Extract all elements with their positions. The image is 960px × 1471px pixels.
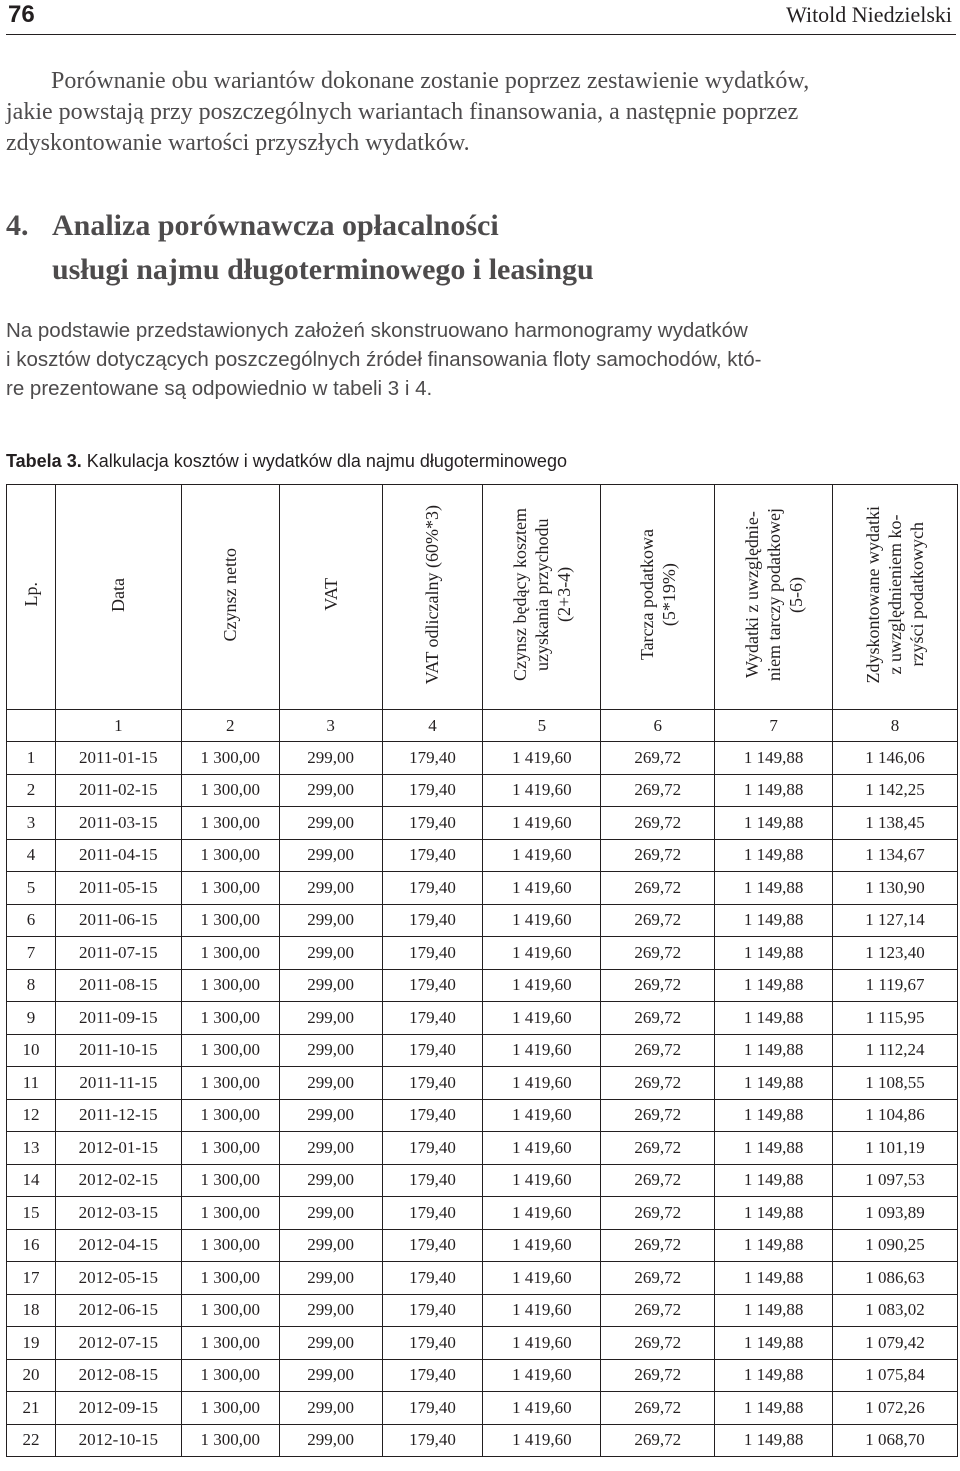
- table-cell: 1 419,60: [483, 1099, 601, 1132]
- table-cell: 2011-04-15: [55, 839, 181, 872]
- table-cell: 299,00: [279, 1424, 382, 1457]
- table-cell: 1 419,60: [483, 904, 601, 937]
- column-header-line: VAT: [320, 578, 341, 611]
- table-cell: 2011-01-15: [55, 742, 181, 775]
- table-cell: 7: [7, 937, 56, 970]
- section-title-line1: Analiza porównawcza opłacalności: [52, 209, 499, 242]
- table-cell: 269,72: [601, 1197, 715, 1230]
- table-cell: 1 419,60: [483, 1002, 601, 1035]
- table-cell: 1 149,88: [715, 1164, 833, 1197]
- column-header: [181, 485, 279, 710]
- table-cell: 269,72: [601, 1229, 715, 1262]
- table-cell: 1 149,88: [715, 1327, 833, 1360]
- table-cell: 179,40: [382, 1067, 483, 1100]
- table-cell: 6: [7, 904, 56, 937]
- table-cell: 1 419,60: [483, 937, 601, 970]
- table-cell: 299,00: [279, 1359, 382, 1392]
- table-row: [7, 742, 958, 775]
- table-cell: 179,40: [382, 839, 483, 872]
- column-header-label: [636, 529, 680, 660]
- table-row: [7, 1294, 958, 1327]
- table-cell: 1 300,00: [181, 1359, 279, 1392]
- table-cell: 269,72: [601, 1034, 715, 1067]
- table-cell: 179,40: [382, 1294, 483, 1327]
- column-header: [601, 485, 715, 710]
- table-cell: 1 149,88: [715, 839, 833, 872]
- table-cell: 1 419,60: [483, 839, 601, 872]
- table-cell: 1 072,26: [833, 1392, 958, 1425]
- column-header: [7, 485, 56, 710]
- table-cell: 1 419,60: [483, 1262, 601, 1295]
- table-cell: 2011-11-15: [55, 1067, 181, 1100]
- table-cell: 179,40: [382, 1099, 483, 1132]
- table-cell: 1 419,60: [483, 1164, 601, 1197]
- table-cell: 299,00: [279, 1034, 382, 1067]
- table-cell: 269,72: [601, 1262, 715, 1295]
- intro-paragraph: [6, 66, 956, 159]
- table-row: [7, 1229, 958, 1262]
- table-cell: 1 419,60: [483, 742, 601, 775]
- table-cell: 1 300,00: [181, 1197, 279, 1230]
- section-number: 4.: [6, 209, 29, 242]
- table-cell: 299,00: [279, 872, 382, 905]
- column-header: [715, 485, 833, 710]
- column-number: 8: [833, 710, 958, 742]
- table-cell: 1 115,95: [833, 1002, 958, 1035]
- table-cell: 2012-07-15: [55, 1327, 181, 1360]
- table-cell: 269,72: [601, 1359, 715, 1392]
- table-cell: 1 149,88: [715, 1132, 833, 1165]
- table-cell: 14: [7, 1164, 56, 1197]
- column-header-line: Lp.: [20, 582, 41, 607]
- table-cell: 269,72: [601, 1002, 715, 1035]
- table-cell: 1 149,88: [715, 1229, 833, 1262]
- table-row: [7, 1359, 958, 1392]
- table-cell: 1 149,88: [715, 1424, 833, 1457]
- table-cell: 1 149,88: [715, 807, 833, 840]
- table-row: [7, 937, 958, 970]
- table-cell: 1 149,88: [715, 969, 833, 1002]
- table-cell: 1 300,00: [181, 1132, 279, 1165]
- table-cell: 1 419,60: [483, 807, 601, 840]
- table-cell: 1 101,19: [833, 1132, 958, 1165]
- column-header-line: VAT odliczalny (60%*3): [422, 504, 443, 685]
- table-cell: 269,72: [601, 1294, 715, 1327]
- column-number: 1: [55, 710, 181, 742]
- table-cell: 269,72: [601, 807, 715, 840]
- table-row: [7, 1132, 958, 1165]
- table-row: [7, 1002, 958, 1035]
- table-cell: 299,00: [279, 1327, 382, 1360]
- table-cell: 1 419,60: [483, 1392, 601, 1425]
- table-cell: 11: [7, 1067, 56, 1100]
- table-cell: 1 300,00: [181, 1164, 279, 1197]
- table-cell: 299,00: [279, 742, 382, 775]
- table-cell: 1 419,60: [483, 872, 601, 905]
- table-cell: 1 093,89: [833, 1197, 958, 1230]
- table-row: [7, 1392, 958, 1425]
- table-cell: 179,40: [382, 1034, 483, 1067]
- table-cell: 269,72: [601, 1327, 715, 1360]
- table-cell: 1 119,67: [833, 969, 958, 1002]
- table-cell: 269,72: [601, 1424, 715, 1457]
- table-cell: 1 419,60: [483, 1067, 601, 1100]
- table-cell: 1 300,00: [181, 872, 279, 905]
- column-header-label: [219, 548, 241, 641]
- table-cell: 299,00: [279, 807, 382, 840]
- table-cell: 1 149,88: [715, 774, 833, 807]
- table-row: [7, 1262, 958, 1295]
- table-cell: 1 300,00: [181, 1229, 279, 1262]
- table-cell: 1 419,60: [483, 1294, 601, 1327]
- table-cell: 299,00: [279, 1262, 382, 1295]
- table-cell: 299,00: [279, 1067, 382, 1100]
- column-number: [7, 710, 56, 742]
- column-header-label: [862, 506, 928, 683]
- table-row: [7, 1327, 958, 1360]
- table-cell: 16: [7, 1229, 56, 1262]
- table-cell: 1 138,45: [833, 807, 958, 840]
- table-cell: 179,40: [382, 774, 483, 807]
- table-cell: 269,72: [601, 839, 715, 872]
- paragraph-line: zdyskontowanie wartości przyszłych wydatków.: [6, 130, 470, 156]
- table-cell: 269,72: [601, 742, 715, 775]
- table-cell: 1 300,00: [181, 1099, 279, 1132]
- table-cell: 1 146,06: [833, 742, 958, 775]
- table-cell: 1 300,00: [181, 904, 279, 937]
- table-cell: 1 419,60: [483, 969, 601, 1002]
- table-cell: 269,72: [601, 937, 715, 970]
- body-paragraph: [6, 316, 956, 403]
- table-cell: 2011-10-15: [55, 1034, 181, 1067]
- table-cell: 2012-05-15: [55, 1262, 181, 1295]
- table-cell: 1 149,88: [715, 1002, 833, 1035]
- table-cell: 1 419,60: [483, 774, 601, 807]
- paragraph-line: Na podstawie przedstawionych założeń skonstruowano harmonogramy wydatków: [6, 319, 748, 342]
- table-row: [7, 872, 958, 905]
- table-cell: 269,72: [601, 1099, 715, 1132]
- column-number: 2: [181, 710, 279, 742]
- table-cell: 179,40: [382, 1229, 483, 1262]
- table-cell: 2012-04-15: [55, 1229, 181, 1262]
- column-header-line: (5*19%): [658, 563, 679, 626]
- table-row: [7, 904, 958, 937]
- table-cell: 1 300,00: [181, 1327, 279, 1360]
- table-cell: 3: [7, 807, 56, 840]
- column-header-label: [741, 508, 807, 681]
- table-cell: 1 090,25: [833, 1229, 958, 1262]
- table-cell: 1 419,60: [483, 1327, 601, 1360]
- running-head: [6, 0, 956, 35]
- table-cell: 1 097,53: [833, 1164, 958, 1197]
- section-title-line2: usługi najmu długoterminowego i leasingu: [52, 253, 594, 286]
- table-cell: 299,00: [279, 1392, 382, 1425]
- paragraph-line: jakie powstają przy poszczególnych wariantach finansowania, a następnie poprzez: [6, 99, 799, 125]
- table-cell: 1 419,60: [483, 1359, 601, 1392]
- table-cell: 1 083,02: [833, 1294, 958, 1327]
- column-number: 5: [483, 710, 601, 742]
- table-cell: 2011-03-15: [55, 807, 181, 840]
- table-cell: 1 300,00: [181, 1034, 279, 1067]
- column-header-line: Czynsz netto: [220, 547, 241, 642]
- table-cell: 299,00: [279, 1229, 382, 1262]
- table-cell: 1 419,60: [483, 1132, 601, 1165]
- table-cell: 2012-06-15: [55, 1294, 181, 1327]
- table-caption-label: Tabela 3.: [6, 451, 82, 471]
- column-header-line: uzyskania przychodu: [531, 518, 552, 671]
- table-cell: 1 149,88: [715, 1262, 833, 1295]
- table-row: [7, 774, 958, 807]
- paragraph-line: Porównanie obu wariantów dokonane zostanie poprzez zestawienie wydatków,: [51, 68, 810, 94]
- column-header-label: [20, 582, 42, 607]
- page-number: 76: [8, 1, 35, 28]
- column-header: [382, 485, 483, 710]
- cost-table: [6, 484, 958, 1457]
- table-cell: 1 300,00: [181, 742, 279, 775]
- table-cell: 21: [7, 1392, 56, 1425]
- table-cell: 1 300,00: [181, 937, 279, 970]
- table-cell: 2011-07-15: [55, 937, 181, 970]
- table-cell: 2012-01-15: [55, 1132, 181, 1165]
- column-header-label: [421, 505, 443, 684]
- table-cell: 299,00: [279, 904, 382, 937]
- column-header: [55, 485, 181, 710]
- table-cell: 269,72: [601, 1164, 715, 1197]
- table-cell: 1 075,84: [833, 1359, 958, 1392]
- table-cell: 179,40: [382, 1197, 483, 1230]
- table-cell: 1 108,55: [833, 1067, 958, 1100]
- table-cell: 1 149,88: [715, 1359, 833, 1392]
- table-cell: 1 149,88: [715, 1197, 833, 1230]
- table-cell: 2012-10-15: [55, 1424, 181, 1457]
- table-cell: 1 300,00: [181, 1392, 279, 1425]
- table-cell: 8: [7, 969, 56, 1002]
- table-cell: 179,40: [382, 1164, 483, 1197]
- table-cell: 1 149,88: [715, 1294, 833, 1327]
- table-cell: 269,72: [601, 1067, 715, 1100]
- table-cell: 2011-02-15: [55, 774, 181, 807]
- table-cell: 20: [7, 1359, 56, 1392]
- table-cell: 17: [7, 1262, 56, 1295]
- table-cell: 2011-06-15: [55, 904, 181, 937]
- table-cell: 22: [7, 1424, 56, 1457]
- table-cell: 269,72: [601, 1392, 715, 1425]
- table-cell: 1 149,88: [715, 937, 833, 970]
- table-row: [7, 1034, 958, 1067]
- table-row: [7, 1424, 958, 1457]
- table-cell: 1 142,25: [833, 774, 958, 807]
- table-cell: 1 300,00: [181, 969, 279, 1002]
- table-row: [7, 969, 958, 1002]
- table-cell: 299,00: [279, 774, 382, 807]
- table-cell: 179,40: [382, 1392, 483, 1425]
- table-row: [7, 839, 958, 872]
- column-number: 7: [715, 710, 833, 742]
- table-cell: 179,40: [382, 742, 483, 775]
- table-cell: 299,00: [279, 839, 382, 872]
- table-cell: 2012-08-15: [55, 1359, 181, 1392]
- table-cell: 179,40: [382, 1002, 483, 1035]
- table-cell: 2011-08-15: [55, 969, 181, 1002]
- table-cell: 179,40: [382, 807, 483, 840]
- table-row: [7, 807, 958, 840]
- table-row: [7, 1164, 958, 1197]
- table-cell: 18: [7, 1294, 56, 1327]
- table-cell: 1 300,00: [181, 1002, 279, 1035]
- table-cell: 9: [7, 1002, 56, 1035]
- table-cell: 15: [7, 1197, 56, 1230]
- table-cell: 2011-05-15: [55, 872, 181, 905]
- column-header-line: Data: [108, 577, 129, 612]
- column-header-line: niem tarczy podatkowej: [763, 508, 784, 681]
- column-header: [833, 485, 958, 710]
- table-cell: 1 149,88: [715, 1099, 833, 1132]
- table-cell: 179,40: [382, 1424, 483, 1457]
- column-header-label: [320, 578, 342, 611]
- table-cell: 1 419,60: [483, 1197, 601, 1230]
- table-cell: 299,00: [279, 1002, 382, 1035]
- table-cell: 10: [7, 1034, 56, 1067]
- table-cell: 1 123,40: [833, 937, 958, 970]
- table-cell: 179,40: [382, 969, 483, 1002]
- table-cell: 2011-09-15: [55, 1002, 181, 1035]
- column-header: [483, 485, 601, 710]
- table-cell: 1 149,88: [715, 1034, 833, 1067]
- table-cell: 1 104,86: [833, 1099, 958, 1132]
- table-cell: 1 419,60: [483, 1229, 601, 1262]
- column-header-line: Zdyskontowane wydatki: [863, 505, 884, 684]
- table-cell: 2012-02-15: [55, 1164, 181, 1197]
- column-number: 3: [279, 710, 382, 742]
- table-cell: 1 127,14: [833, 904, 958, 937]
- table-caption-text: Kalkulacja kosztów i wydatków dla najmu długoterminowego: [86, 451, 567, 471]
- table-row: [7, 1067, 958, 1100]
- table-cell: 179,40: [382, 872, 483, 905]
- column-header-line: (5-6): [785, 576, 806, 613]
- column-header-label: [107, 578, 129, 612]
- table-cell: 1 300,00: [181, 1262, 279, 1295]
- table-cell: 1 112,24: [833, 1034, 958, 1067]
- column-header-line: Tarcza podatkowa: [636, 528, 657, 661]
- section-heading: [6, 204, 594, 292]
- column-header: [279, 485, 382, 710]
- column-header-label: [509, 508, 575, 681]
- table-cell: 1 149,88: [715, 1067, 833, 1100]
- table-header-row: [7, 485, 958, 710]
- table-cell: 179,40: [382, 1359, 483, 1392]
- table-cell: 1 419,60: [483, 1424, 601, 1457]
- table-cell: 269,72: [601, 969, 715, 1002]
- table-cell: 19: [7, 1327, 56, 1360]
- column-header-line: Czynsz będący kosztem: [509, 508, 530, 681]
- column-header-line: (2+3-4): [553, 566, 574, 623]
- table-cell: 269,72: [601, 774, 715, 807]
- table-cell: 179,40: [382, 1132, 483, 1165]
- table-cell: 299,00: [279, 1099, 382, 1132]
- table-cell: 2011-12-15: [55, 1099, 181, 1132]
- table-cell: 299,00: [279, 969, 382, 1002]
- table-caption: [6, 448, 567, 474]
- table-cell: 1 419,60: [483, 1034, 601, 1067]
- table-cell: 1 134,67: [833, 839, 958, 872]
- table-cell: 269,72: [601, 1132, 715, 1165]
- table-cell: 1 300,00: [181, 1067, 279, 1100]
- table-cell: 1 149,88: [715, 904, 833, 937]
- table-cell: 1 086,63: [833, 1262, 958, 1295]
- table-cell: 1 300,00: [181, 807, 279, 840]
- table-cell: 299,00: [279, 1164, 382, 1197]
- table-cell: 1 300,00: [181, 839, 279, 872]
- table-cell: 1 068,70: [833, 1424, 958, 1457]
- table-cell: 1 079,42: [833, 1327, 958, 1360]
- table-cell: 1 149,88: [715, 742, 833, 775]
- paragraph-line: re prezentowane są odpowiednio w tabeli 3 i 4.: [6, 377, 433, 400]
- table-cell: 4: [7, 839, 56, 872]
- table-cell: 2: [7, 774, 56, 807]
- table-cell: 5: [7, 872, 56, 905]
- table-cell: 1 300,00: [181, 1294, 279, 1327]
- table-cell: 1 149,88: [715, 872, 833, 905]
- table-cell: 1: [7, 742, 56, 775]
- column-header-line: Wydatki z uwzględnie-: [741, 511, 762, 678]
- table-cell: 1 130,90: [833, 872, 958, 905]
- paragraph-line: i kosztów dotyczących poszczególnych źródeł finansowania floty samochodów, któ-: [6, 348, 762, 371]
- table-cell: 179,40: [382, 1262, 483, 1295]
- column-number: 4: [382, 710, 483, 742]
- table-cell: 299,00: [279, 1294, 382, 1327]
- column-header-line: rzyści podatkowych: [907, 522, 928, 667]
- table-row: [7, 1099, 958, 1132]
- table-cell: 179,40: [382, 904, 483, 937]
- table-cell: 13: [7, 1132, 56, 1165]
- table-cell: 269,72: [601, 872, 715, 905]
- table-cell: 299,00: [279, 1132, 382, 1165]
- table-cell: 2012-03-15: [55, 1197, 181, 1230]
- table-cell: 299,00: [279, 1197, 382, 1230]
- table-cell: 299,00: [279, 937, 382, 970]
- table-cell: 1 300,00: [181, 1424, 279, 1457]
- column-number: 6: [601, 710, 715, 742]
- table-cell: 1 300,00: [181, 774, 279, 807]
- table-cell: 1 149,88: [715, 1392, 833, 1425]
- table-cell: 2012-09-15: [55, 1392, 181, 1425]
- author-name: Witold Niedzielski: [786, 2, 952, 27]
- table-cell: 179,40: [382, 937, 483, 970]
- column-header-line: z uwzględnieniem ko-: [885, 514, 906, 675]
- table-row: [7, 1197, 958, 1230]
- table-column-numbers-row: [7, 710, 958, 742]
- table-cell: 179,40: [382, 1327, 483, 1360]
- table-cell: 269,72: [601, 904, 715, 937]
- table-cell: 12: [7, 1099, 56, 1132]
